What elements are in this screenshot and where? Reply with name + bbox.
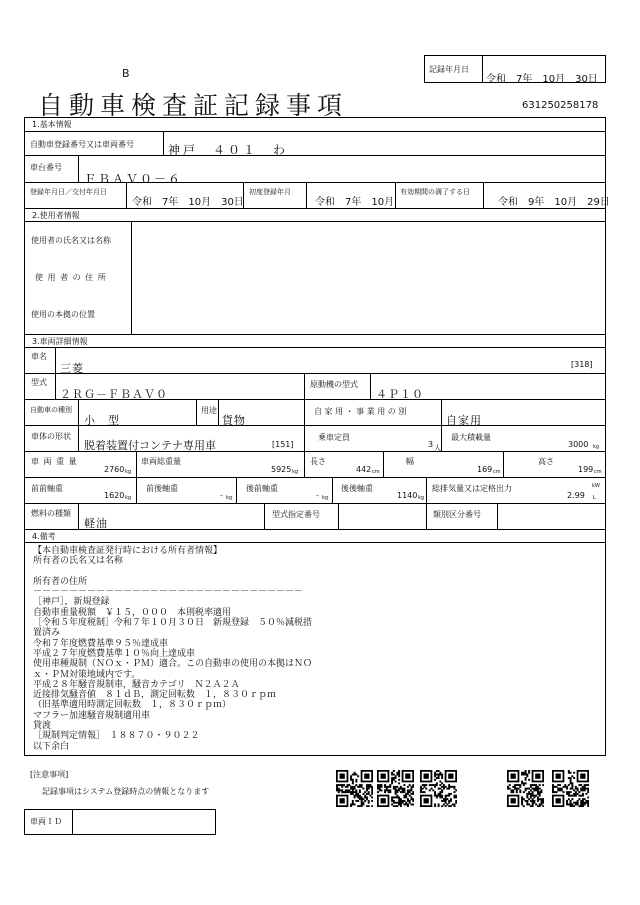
record-date-value: 令和 7年 10月 30日 bbox=[486, 74, 598, 85]
remarks-line: 所有者の住所 bbox=[33, 576, 88, 587]
kind-label: 自動車の種別 bbox=[30, 406, 72, 414]
class-number-label: 類別区分番号 bbox=[433, 510, 481, 519]
vehicle-name-code: [318] bbox=[571, 360, 593, 369]
body-shape-code: [151] bbox=[272, 440, 294, 449]
remarks-line: 平成２７年度燃費基準１０％向上達成車 bbox=[33, 648, 196, 659]
qr-code-5 bbox=[552, 770, 589, 807]
chassis-number-label: 車台番号 bbox=[30, 163, 62, 172]
engine-model-value: ４Ｐ１０ bbox=[376, 388, 424, 401]
weight-label: 車 両 重 量 bbox=[31, 457, 78, 466]
qr-code-3 bbox=[420, 770, 457, 807]
fr-axle-value: - bbox=[220, 491, 223, 500]
remarks-line: 【本自動車検査証発行時における所有者情報】 bbox=[33, 546, 223, 556]
vehicle-id-label: 車両ＩＤ bbox=[30, 817, 62, 826]
use-value: 貨物 bbox=[222, 414, 246, 427]
purpose-label: 自 家 用 ・ 事 業 用 の 別 bbox=[314, 407, 407, 416]
remarks-line: ［令和５年度税制］令和７年１０月３０日 新規登録 ５０％減税措 bbox=[33, 618, 313, 629]
max-load-value: 3000 bbox=[568, 440, 589, 449]
use-label: 用途 bbox=[201, 406, 217, 415]
width-label: 幅 bbox=[406, 457, 414, 466]
fr-axle-label: 前後軸重 bbox=[146, 484, 178, 493]
remarks-line: 使用車種規制（ＮＯｘ・ＰＭ）適合。この自動車の使用の本拠はＮＯ bbox=[33, 659, 313, 670]
weight-value: 2760 bbox=[104, 465, 125, 474]
length-value: 442 bbox=[356, 465, 372, 474]
remarks-line: 貸渡 bbox=[33, 721, 52, 732]
remarks-line: 令和７年度燃費基準９５％達成車 bbox=[33, 638, 169, 649]
type-designation-label: 型式指定番号 bbox=[272, 510, 320, 519]
capacity-label: 乗車定員 bbox=[318, 433, 350, 442]
section-user: 2.使用者情報 bbox=[32, 211, 80, 220]
max-load-label: 最大積載量 bbox=[451, 433, 491, 442]
remarks-line: 所有者の氏名又は名称 bbox=[33, 556, 124, 567]
page-title: 自動車検査証記録事項 bbox=[38, 91, 349, 120]
displacement-unit-kw: kW bbox=[592, 483, 600, 489]
user-name-label: 使用者の氏名又は名称 bbox=[31, 236, 111, 245]
engine-model-label: 原動機の型式 bbox=[310, 380, 358, 389]
model-value: ２ＲＧ－ＦＢＡＶ０ bbox=[60, 388, 168, 401]
rf-axle-label: 後前軸重 bbox=[246, 484, 278, 493]
first-reg-label: 初度登録年月 bbox=[249, 188, 291, 196]
qr-code-1 bbox=[336, 770, 373, 807]
remarks-line: （旧基準適用時測定回転数 １，８３０ｒｐｍ） bbox=[33, 700, 232, 711]
height-value: 199 bbox=[578, 465, 594, 474]
weight-unit: kg bbox=[125, 469, 132, 475]
gross-weight-unit: kg bbox=[292, 469, 299, 475]
section-remarks: 4.備考 bbox=[32, 532, 56, 541]
reg-number-label: 自動車登録番号又は車両番号 bbox=[30, 140, 134, 149]
purpose-value: 自家用 bbox=[446, 414, 482, 427]
remarks-line: －－－－－－－－－－－－－－－－－－－－－－－－－－－－－－ bbox=[33, 587, 304, 598]
fr-axle-unit: kg bbox=[226, 495, 233, 501]
capacity-unit: 人 bbox=[434, 444, 441, 452]
document-number: 631250258178 bbox=[522, 100, 599, 111]
reg-number-value: 神戸 ４０１ わ bbox=[168, 143, 289, 157]
rf-axle-unit: kg bbox=[322, 495, 329, 501]
remarks-line: 以下余白 bbox=[33, 741, 70, 752]
expiry-value: 令和 9年 10月 29日 bbox=[498, 197, 610, 208]
remarks-line: ［神戸］，新規登録 bbox=[33, 597, 110, 608]
displacement-unit-l: L bbox=[593, 495, 596, 501]
remarks-list bbox=[33, 546, 312, 752]
length-unit: cm bbox=[372, 469, 380, 475]
ff-axle-value: 1620 bbox=[104, 491, 125, 500]
issue-date-label: 登録年月日／交付年月日 bbox=[30, 188, 107, 196]
remarks-line: ［規制判定情報］ １８８７０・９０２２ bbox=[33, 731, 200, 742]
remarks-line: 平成２８年騒音規制車，騒音カテゴリ Ｎ２Ａ２Ａ bbox=[33, 679, 240, 690]
displacement-value: 2.99 bbox=[567, 491, 585, 500]
remarks-line: ｘ・ＰＭ対策地域内です。 bbox=[33, 669, 141, 680]
displacement-label: 総排気量又は定格出力 bbox=[432, 484, 512, 493]
height-label: 高さ bbox=[538, 457, 554, 466]
form-letter: B bbox=[122, 67, 130, 80]
user-base-label: 使用の本拠の位置 bbox=[31, 310, 95, 319]
remarks-line: マフラー加速騒音規制適用車 bbox=[33, 710, 151, 721]
max-load-unit: kg bbox=[593, 444, 600, 450]
rf-axle-value: - bbox=[316, 491, 319, 500]
length-label: 長さ bbox=[310, 457, 326, 466]
ff-axle-label: 前前軸重 bbox=[31, 484, 63, 493]
kind-value: 小 型 bbox=[84, 414, 120, 427]
expiry-label: 有効期間の満了する日 bbox=[400, 188, 470, 196]
rr-axle-label: 後後軸重 bbox=[341, 484, 373, 493]
rr-axle-unit: kg bbox=[418, 495, 425, 501]
remarks-line: 置済み bbox=[33, 628, 61, 639]
gross-weight-label: 車両総重量 bbox=[141, 457, 181, 466]
section-vehicle: 3.車両詳細情報 bbox=[32, 337, 88, 346]
fuel-label: 燃料の種類 bbox=[31, 509, 71, 518]
body-shape-value: 脱着装置付コンテナ専用車 bbox=[84, 439, 216, 452]
remarks-line: 自動車重量税額 ￥１５，０００ 本則税率適用 bbox=[33, 607, 232, 618]
issue-date-value: 令和 7年 10月 30日 bbox=[132, 197, 244, 208]
section-basic: 1.基本情報 bbox=[32, 120, 72, 129]
body-shape-label: 車体の形状 bbox=[31, 432, 71, 441]
chassis-number-value: ＦＢＡＶ０－６ bbox=[84, 172, 183, 186]
gross-weight-value: 5925 bbox=[271, 465, 292, 474]
notice-title: [注意事項] bbox=[30, 770, 69, 779]
ff-axle-unit: kg bbox=[125, 495, 132, 501]
record-date-label: 記録年月日 bbox=[429, 65, 469, 74]
capacity-value: 3 bbox=[428, 440, 434, 449]
qr-code-4 bbox=[507, 770, 544, 807]
vehicle-name-value: 三菱 bbox=[60, 362, 84, 375]
width-value: 169 bbox=[477, 465, 493, 474]
qr-code-2 bbox=[377, 770, 414, 807]
height-unit: cm bbox=[594, 469, 602, 475]
notice-text: 記録事項はシステム登録時点の情報となります bbox=[42, 787, 210, 796]
width-unit: cm bbox=[493, 469, 501, 475]
first-reg-value: 令和 7年 10月 bbox=[315, 197, 395, 208]
rr-axle-value: 1140 bbox=[397, 491, 418, 500]
model-label: 型式 bbox=[31, 378, 47, 387]
vehicle-name-label: 車名 bbox=[31, 352, 47, 361]
user-address-label: 使 用 者 の 住 所 bbox=[35, 273, 107, 282]
remarks-line: 近接排気騒音値 ８１ｄＢ，測定回転数 １，８３０ｒｐｍ bbox=[33, 690, 277, 701]
fuel-value: 軽油 bbox=[84, 517, 108, 530]
remarks-line bbox=[33, 567, 312, 577]
